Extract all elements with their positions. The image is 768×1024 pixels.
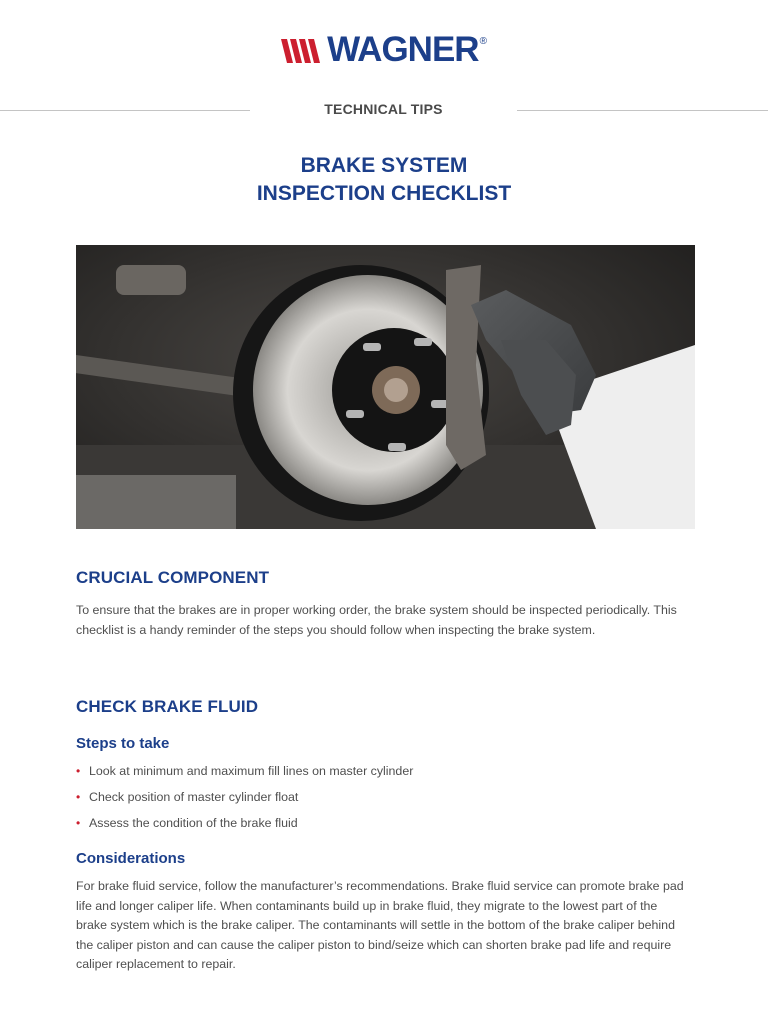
document-title (0, 152, 768, 208)
title-line-2: INSPECTION CHECKLIST (256, 182, 512, 205)
brake-inspection-photo (76, 245, 695, 529)
list-item: • Check position of master cylinder float (76, 790, 299, 804)
section-label: TECHNICAL TIPS (324, 101, 443, 117)
steps-list (76, 762, 413, 840)
brand-name: WAGNER (327, 30, 479, 69)
check-brake-fluid-heading: CHECK BRAKE FLUID (76, 697, 259, 716)
bullet-icon: • (76, 816, 81, 830)
list-item: • Look at minimum and maximum fill lines on master cylinder (76, 764, 414, 778)
crucial-component-heading: CRUCIAL COMPONENT (76, 568, 270, 587)
wagner-stripes-icon (281, 33, 325, 67)
divider-left (0, 110, 250, 111)
divider-right (517, 110, 768, 111)
bullet-icon: • (76, 764, 81, 778)
list-item: • Assess the condition of the brake fluid (76, 816, 298, 830)
considerations-heading: Considerations (76, 850, 186, 867)
wagner-logo (0, 30, 768, 70)
registered-mark: ® (479, 36, 487, 47)
section-label-row (0, 101, 768, 121)
crucial-component-body: To ensure that the brakes are in proper working order, the brake system should be inspected periodically. This checklist is a handy reminder of the steps you should follow when inspecting the brake system. (76, 603, 677, 637)
bullet-icon: • (76, 790, 81, 804)
considerations-body: For brake fluid service, follow the manufacturer’s recommendations. Brake fluid service can promote brake pad life and longer caliper life. When contaminants build up in brake fluid, they migrate to the lowest part of the brake system which is the brake caliper. The contaminants will settle in the bottom of the brake caliper behind the caliper piston and can cause the caliper piston to bind/seize which can shorten brake pad life and require caliper replacement to repair. (76, 879, 684, 972)
title-line-1: BRAKE SYSTEM (300, 154, 468, 177)
steps-heading: Steps to take (76, 735, 170, 752)
